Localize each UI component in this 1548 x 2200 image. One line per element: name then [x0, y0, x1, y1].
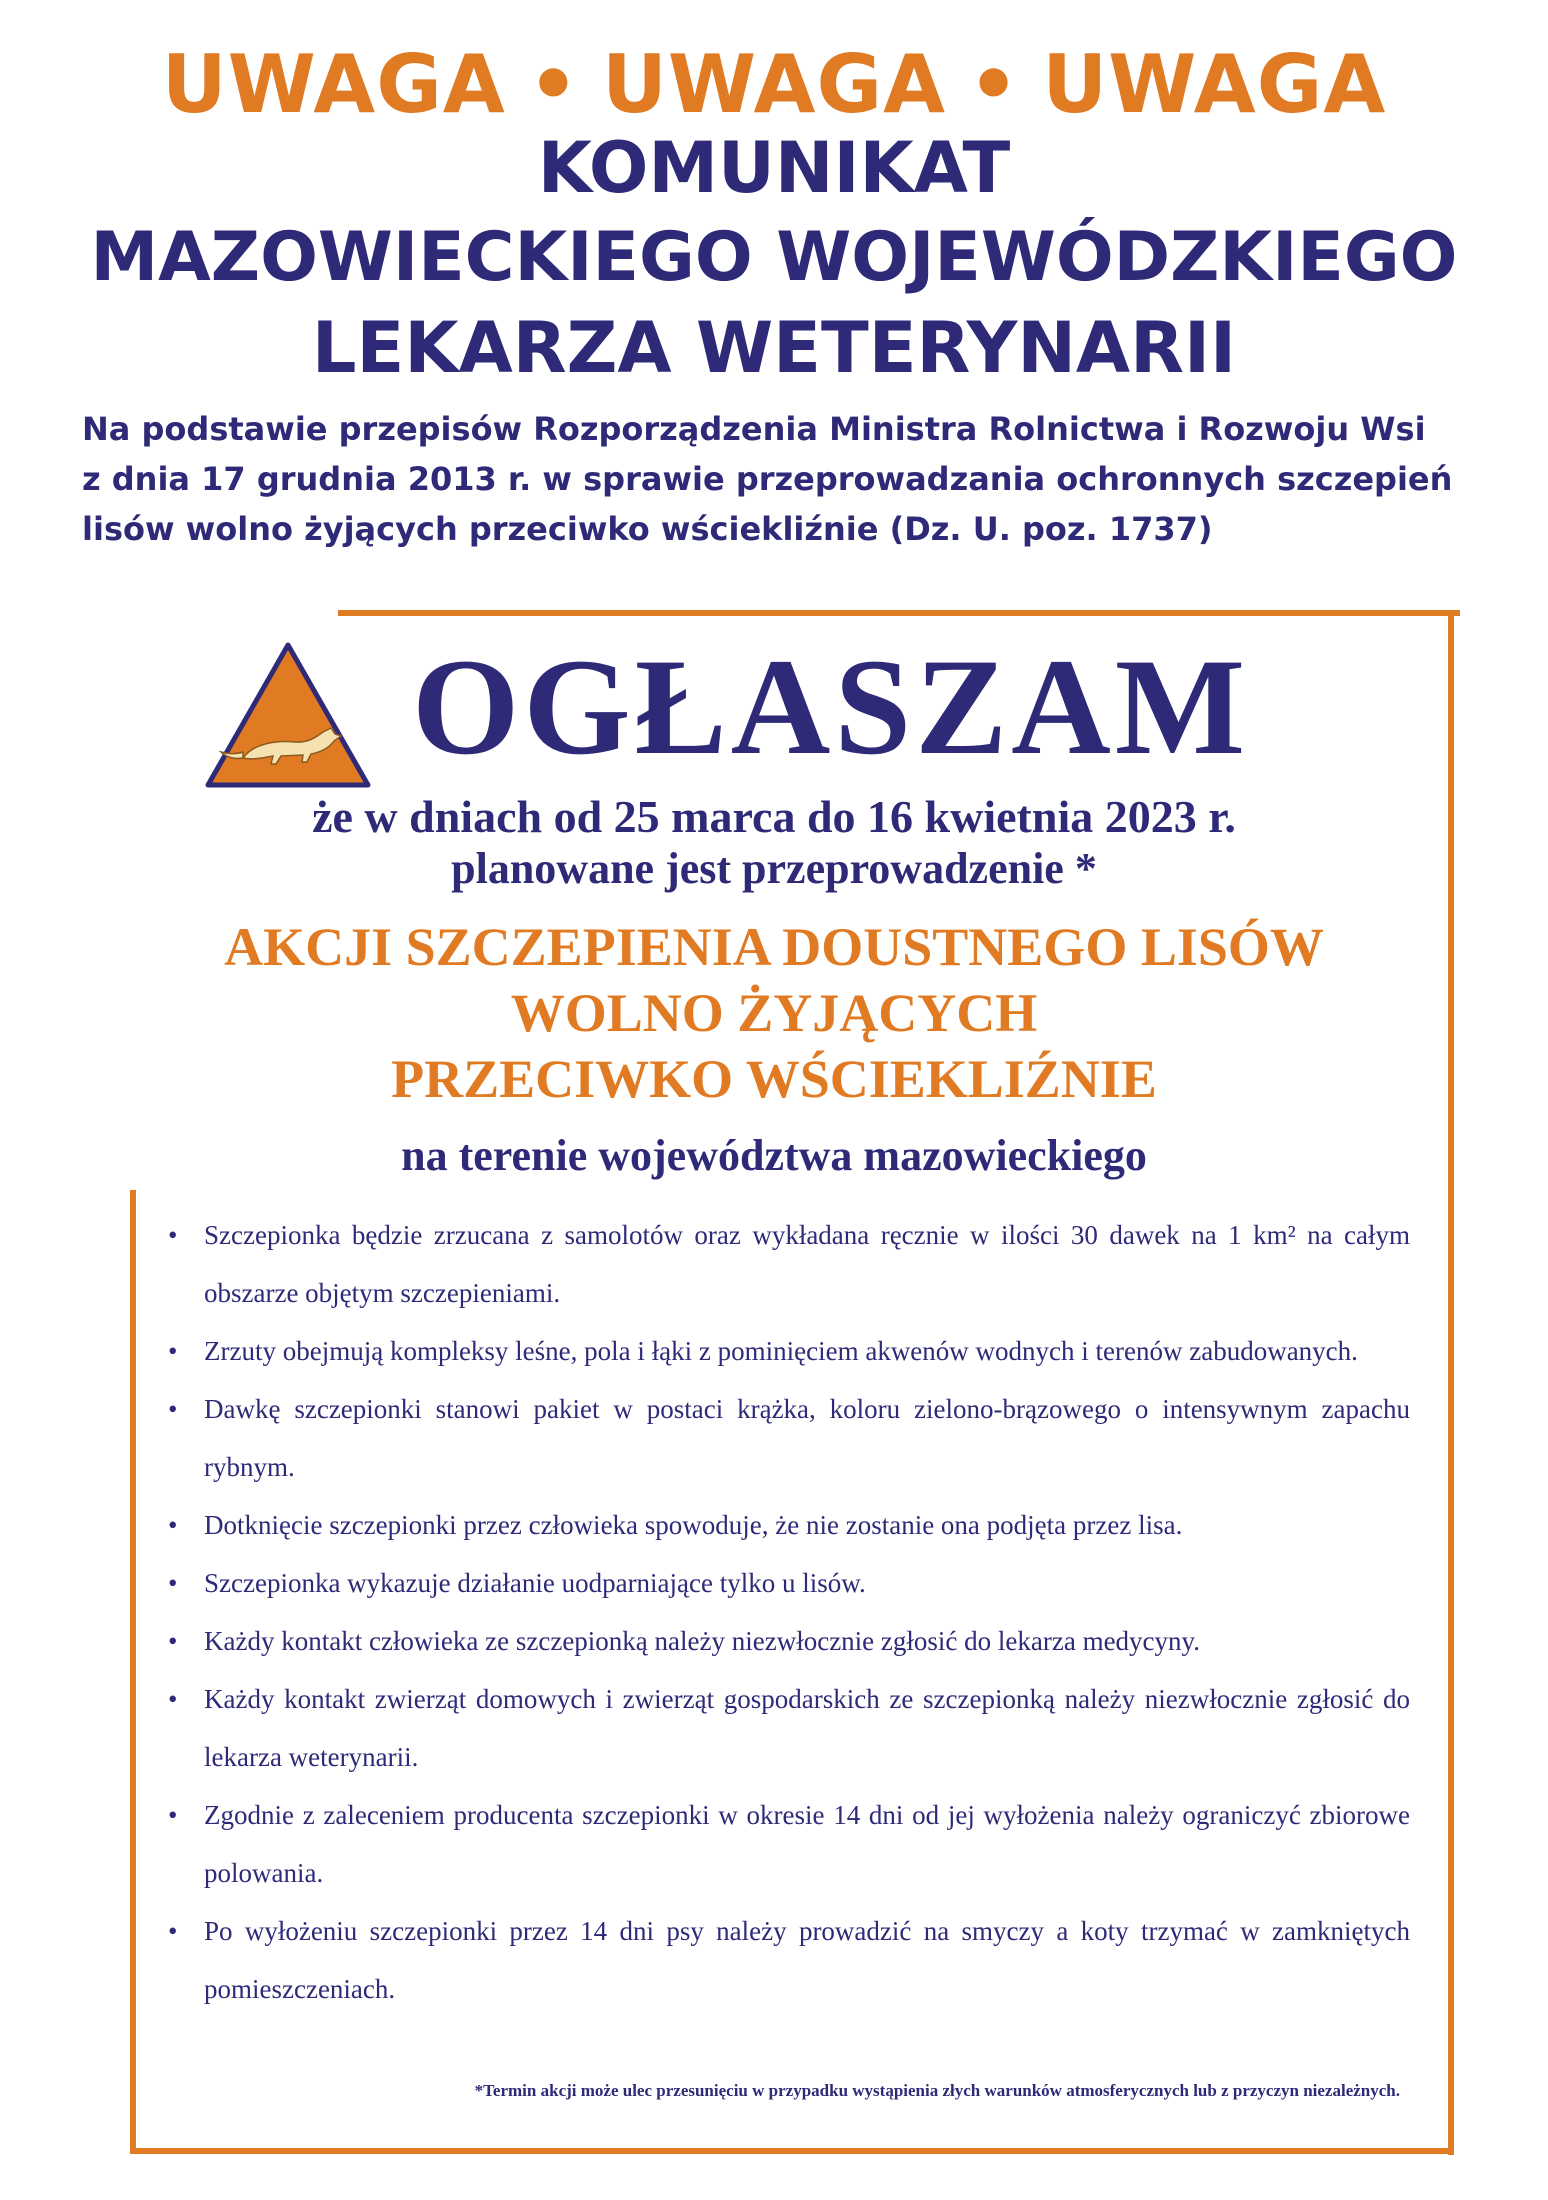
- uwaga-word-2: UWAGA: [601, 38, 947, 131]
- legal-line-1: Na podstawie przepisów Rozporządzenia Ministra Rolnictwa i Rozwoju Wsi: [82, 410, 1426, 448]
- list-item: • Każdy kontakt zwierząt domowych i zwierząt gospodarskich ze szczepionką należy niezwłocznie zgłosić do lekarza weterynarii.: [168, 1670, 1410, 1786]
- legal-line-3: lisów wolno żyjących przeciwko wściekliźnie (Dz. U. poz. 1737): [82, 510, 1213, 548]
- list-item: • Dotknięcie szczepionki przez człowieka spowoduje, że nie zostanie ona podjęta przez lisa.: [168, 1496, 1410, 1554]
- footnote: *Termin akcji może ulec przesunięciu w przypadku wystąpienia złych warunków atmosferycznych lub z przyczyn niezależnych.: [474, 2081, 1400, 2100]
- uwaga-word-3: UWAGA: [1042, 38, 1387, 131]
- action-line-1: AKCJI SZCZEPIENIA DOUSTNEGO LISÓW: [224, 917, 1324, 977]
- action-line-3: PRZECIWKO WŚCIEKLIŹNIE: [391, 1049, 1157, 1109]
- list-item: • Dawkę szczepionki stanowi pakiet w postaci krążka, koloru zielono-brązowego o intensywnym zapachu rybnym.: [168, 1380, 1410, 1496]
- list-item: • Każdy kontakt człowieka ze szczepionką należy niezwłocznie zgłosić do lekarza medycyny.: [168, 1612, 1410, 1670]
- date-range-line: że w dniach od 25 marca do 16 kwietnia 2023 r.: [312, 791, 1236, 842]
- legal-line-2: z dnia 17 grudnia 2013 r. w sprawie przeprowadzania ochronnych szczepień: [82, 460, 1453, 498]
- title-line-2: MAZOWIECKIEGO WOJEWÓDZKIEGO: [90, 218, 1458, 297]
- list-item: • Zrzuty obejmują kompleksy leśne, pola i łąki z pominięciem akwenów wodnych i terenów zabudowanych.: [168, 1322, 1410, 1380]
- frame-bottom-border: [130, 2148, 1454, 2154]
- region-line: na terenie województwa mazowieckiego: [401, 1131, 1147, 1180]
- legal-basis: [82, 404, 1482, 554]
- frame-left-border: [130, 1190, 136, 2154]
- announcement-heading: OGŁASZAM: [412, 630, 1250, 783]
- title-line-1: KOMUNIKAT: [537, 127, 1011, 209]
- fox-warning-triangle-icon: [203, 640, 373, 790]
- frame-top-border: [338, 610, 1460, 616]
- list-item: • Szczepionka wykazuje działanie uodparniające tylko u lisów.: [168, 1554, 1410, 1612]
- uwaga-banner: UWAGA • UWAGA • UWAGA: [161, 38, 1387, 131]
- uwaga-word-1: UWAGA: [161, 38, 506, 131]
- list-item: • Szczepionka będzie zrzucana z samolotów oraz wykładana ręcznie w ilości 30 dawek na 1 km² na całym obszarze objętym szczepieniami.: [168, 1206, 1410, 1322]
- info-bullet-list: [168, 1206, 1410, 2018]
- action-line-2: WOLNO ŻYJĄCYCH: [510, 983, 1038, 1043]
- title-line-3: LEKARZA WETERYNARII: [311, 307, 1237, 389]
- list-item: • Zgodnie z zaleceniem producenta szczepionki w okresie 14 dni od jej wyłożenia należy ograniczyć zbiorowe polowania.: [168, 1786, 1410, 1902]
- planned-line: planowane jest przeprowadzenie *: [451, 844, 1097, 893]
- list-item: • Po wyłożeniu szczepionki przez 14 dni psy należy prowadzić na smyczy a koty trzymać w zamkniętych pomieszczeniach.: [168, 1902, 1410, 2018]
